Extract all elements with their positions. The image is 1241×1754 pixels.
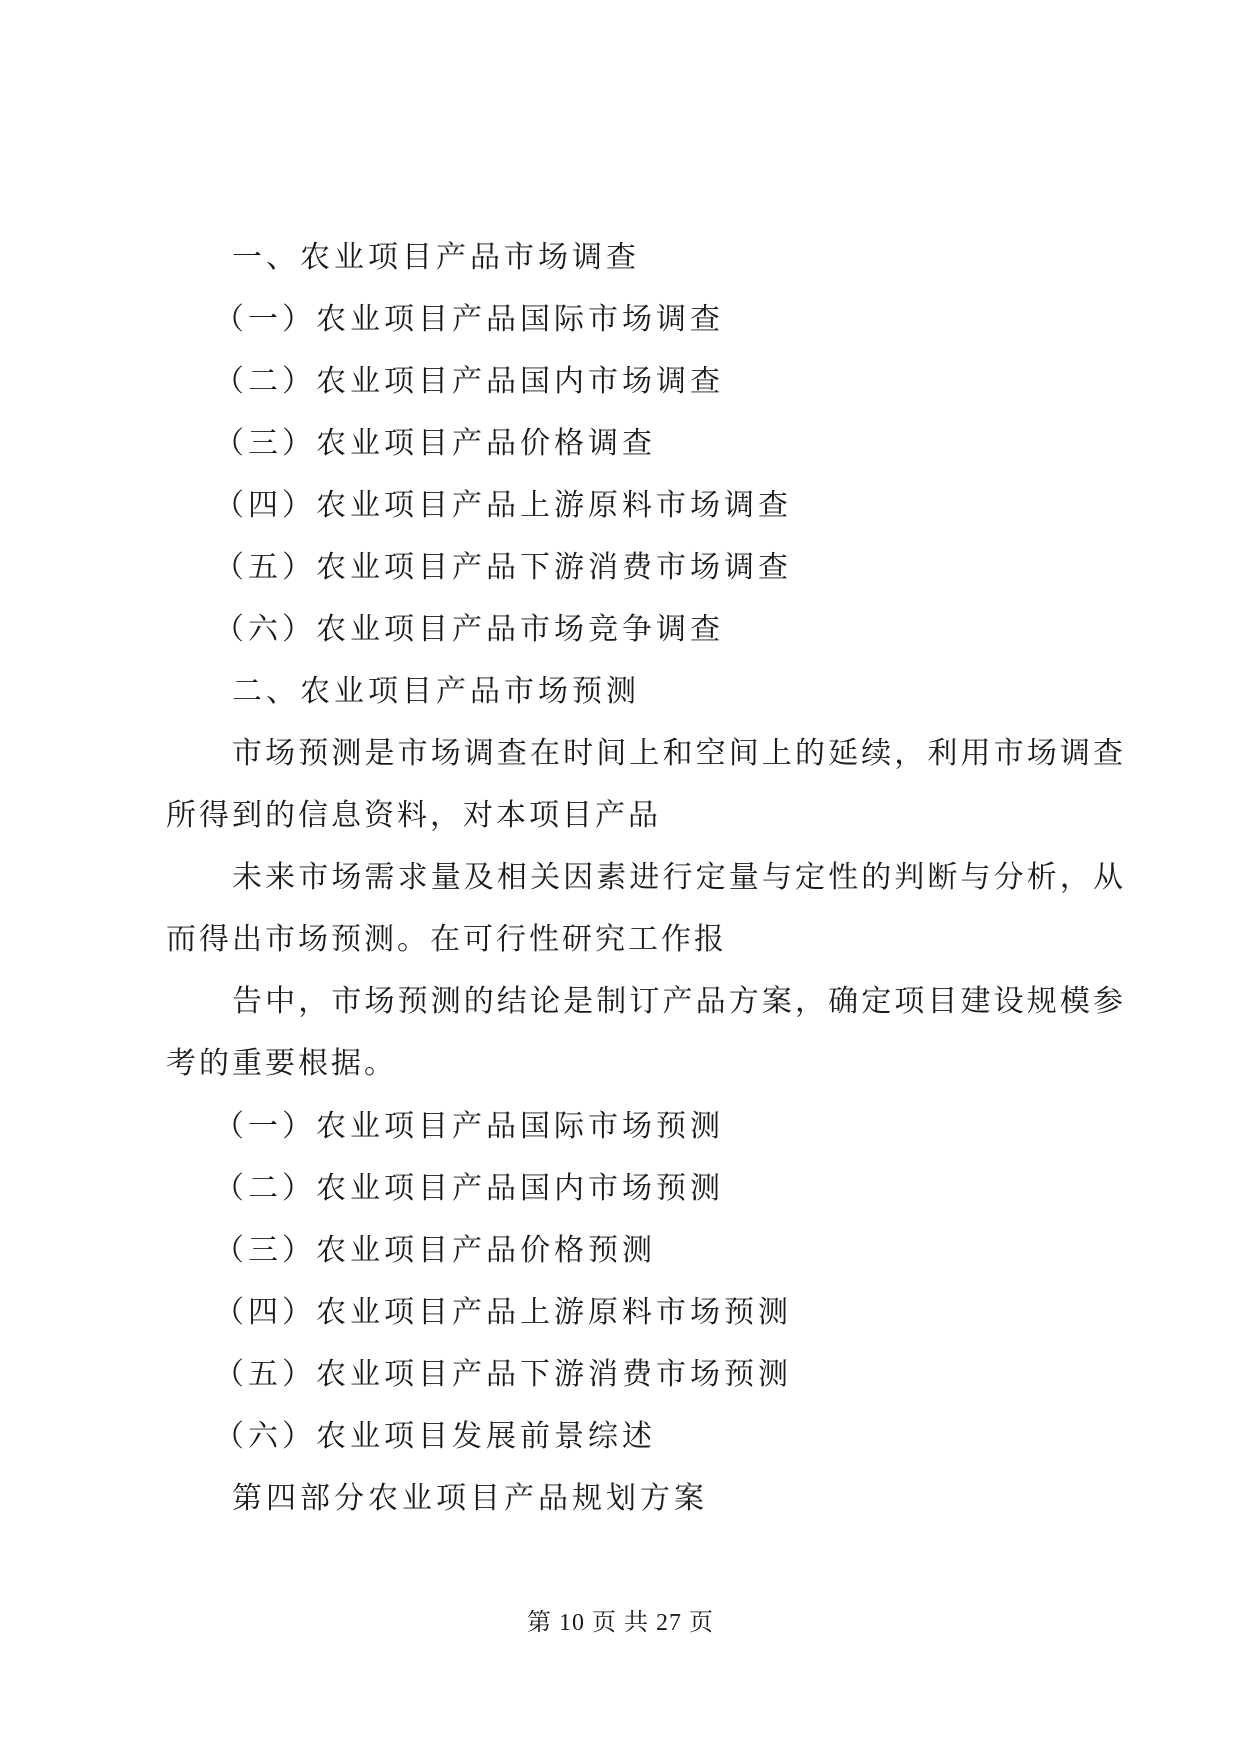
list-item-survey-5: （五）农业项目产品下游消费市场调查 <box>214 550 792 585</box>
list-item-survey-6: （六）农业项目产品市场竞争调查 <box>214 612 724 647</box>
paragraph-2: 未来市场需求量及相关因素进行定量与定性的判断与分析，从而得出市场预测。在可行性研究工作报 <box>166 860 1126 957</box>
list-item-survey-4: （四）农业项目产品上游原料市场调查 <box>214 488 792 523</box>
list-item-forecast-1: （一）农业项目产品国际市场预测 <box>214 1109 724 1144</box>
section-heading-part-four: 第四部分农业项目产品规划方案 <box>232 1481 708 1516</box>
list-item-forecast-5: （五）农业项目产品下游消费市场预测 <box>214 1357 792 1392</box>
paragraph-1: 市场预测是市场调查在时间上和空间上的延续，利用市场调查所得到的信息资料，对本项目产品 <box>166 736 1126 833</box>
list-item-forecast-6: （六）农业项目发展前景综述 <box>214 1419 656 1454</box>
paragraph-3: 告中，市场预测的结论是制订产品方案，确定项目建设规模参考的重要根据。 <box>166 984 1126 1081</box>
list-item-survey-3: （三）农业项目产品价格调查 <box>214 426 656 461</box>
list-item-survey-2: （二）农业项目产品国内市场调查 <box>214 364 724 399</box>
section-heading-market-survey: 一、农业项目产品市场调查 <box>232 240 640 275</box>
list-item-forecast-3: （三）农业项目产品价格预测 <box>214 1233 656 1268</box>
list-item-forecast-2: （二）农业项目产品国内市场预测 <box>214 1171 724 1206</box>
list-item-survey-1: （一）农业项目产品国际市场调查 <box>214 302 724 337</box>
page-number-footer: 第 10 页 共 27 页 <box>527 1610 714 1636</box>
section-heading-market-forecast: 二、农业项目产品市场预测 <box>232 674 640 709</box>
list-item-forecast-4: （四）农业项目产品上游原料市场预测 <box>214 1295 792 1330</box>
